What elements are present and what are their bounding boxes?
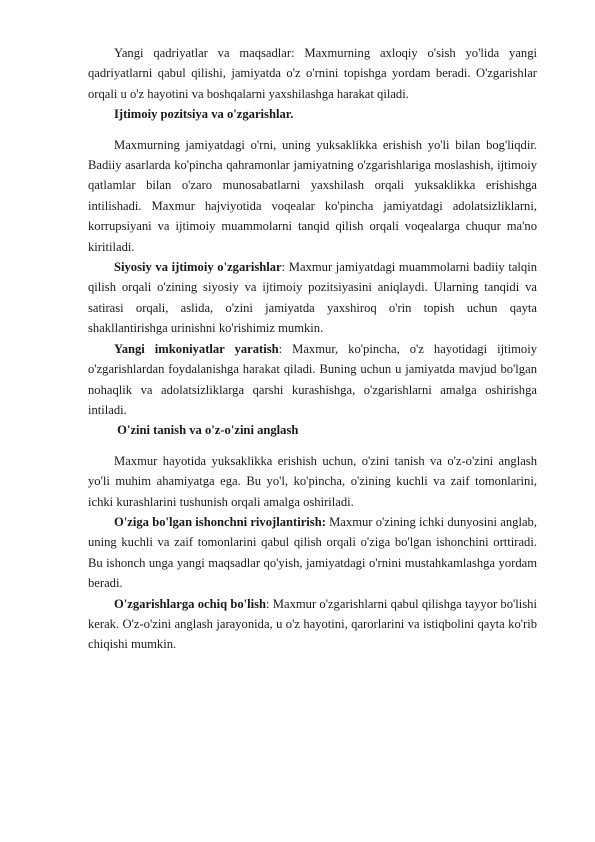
term-self-confidence: O'ziga bo'lgan ishonchni rivojlantirish: xyxy=(114,514,326,529)
paragraph-new-values: Yangi qadriyatlar va maqsadlar: Maxmurning axloqiy o'sish yo'lida yangi qadriyatlarni qabul qilishi, jamiyatda o'z o'rnini topishga yordam beradi. O'zgarishlar orqali u o'z hayotini va boshqalarni yaxshilashga harakat qiladi. xyxy=(88,46,537,101)
paragraph-political-changes-text: : Maxmur jamiyatdagi muammolarni badiiy talqin qilish orqali o'zining siyosiy va ijtimoiy pozitsiyasini aniqlaydi. Ularning tanqidi va satirasi orqali, aslida, o'zini jamiyatda yaxshiroq o'rin topish uchun qayta shakllantirishga urinishni ko'rishimiz mumkin. xyxy=(88,260,537,336)
paragraph-new-opportunities xyxy=(88,339,537,421)
section-heading-self-awareness: O'zini tanish va o'z-o'zini anglash xyxy=(114,423,299,438)
paragraph-self-confidence-text: Maxmur o'zining ichki dunyosini anglab, uning kuchli va zaif tomonlarini qabul qilish orqali o'ziga bo'lgan ishonchini orttiradi. Bu ishonch unga yangi maqsadlar qo'yish, jamiyatdagi o'rnini mustahkamlashga yordam beradi. xyxy=(88,514,537,591)
paragraph-new-opportunities-text: : Maxmur, ko'pincha, o'z hayotidagi ijtimoiy o'zgarishlardan foydalanishga harakat qiladi. Buning uchun u jamiyatda mavjud bo'lgan nohaqlik va adolatsizliklarga qarshi kurashishga, o'zgarishlarni amalga oshirishga intiladi. xyxy=(88,341,537,417)
paragraph-open-to-change xyxy=(88,594,537,655)
section-heading-social-position: Ijtimoiy pozitsiya va o'zgarishlar. xyxy=(114,107,294,122)
paragraph-political-changes xyxy=(88,257,537,339)
paragraph-self-confidence xyxy=(88,512,537,594)
term-new-opportunities: Yangi imkoniyatlar yaratish xyxy=(114,341,279,356)
document-page xyxy=(88,43,537,655)
paragraph-open-to-change-text: : Maxmur o'zgarishlarni qabul qilishga tayyor bo'lishi kerak. O'z-o'zini anglash jarayonida, u o'z hayotini, qarorlarini va istiqbolini qayta ko'rib chiqishi mumkin. xyxy=(88,596,537,652)
term-open-to-change: O'zgarishlarga ochiq bo'lish xyxy=(114,596,267,611)
paragraph-social-role: Maxmurning jamiyatdagi o'rni, uning yuksaklikka erishish yo'li bilan bog'liqdir. Badiiy asarlarda ko'pincha qahramonlar jamiyatning o'zgarishlariga moslashish, ijtimoiy qatlamlar bilan o'zaro munosabatlarni yaxshilash orqali yuksaklikka erishishga intilishadi. Maxmur hajviyotida voqealar ko'pincha jamiyatdagi adolatsizliklarni, korrupsiyani va ijtimoiy muammolarni tanqid qilish orqali voqealarga chuqur ma'no kiritiladi. xyxy=(88,137,537,254)
paragraph-self-knowledge: Maxmur hayotida yuksaklikka erishish uchun, o'zini tanish va o'z-o'zini anglash yo'li muhim ahamiyatga ega. Bu yo'l, ko'pincha, o'zining kuchli va zaif tomonlarini, ichki kurashlarini tushunish orqali amalga oshiriladi. xyxy=(88,453,537,509)
term-political-changes: Siyosiy va ijtimoiy o'zgarishlar xyxy=(114,260,282,275)
